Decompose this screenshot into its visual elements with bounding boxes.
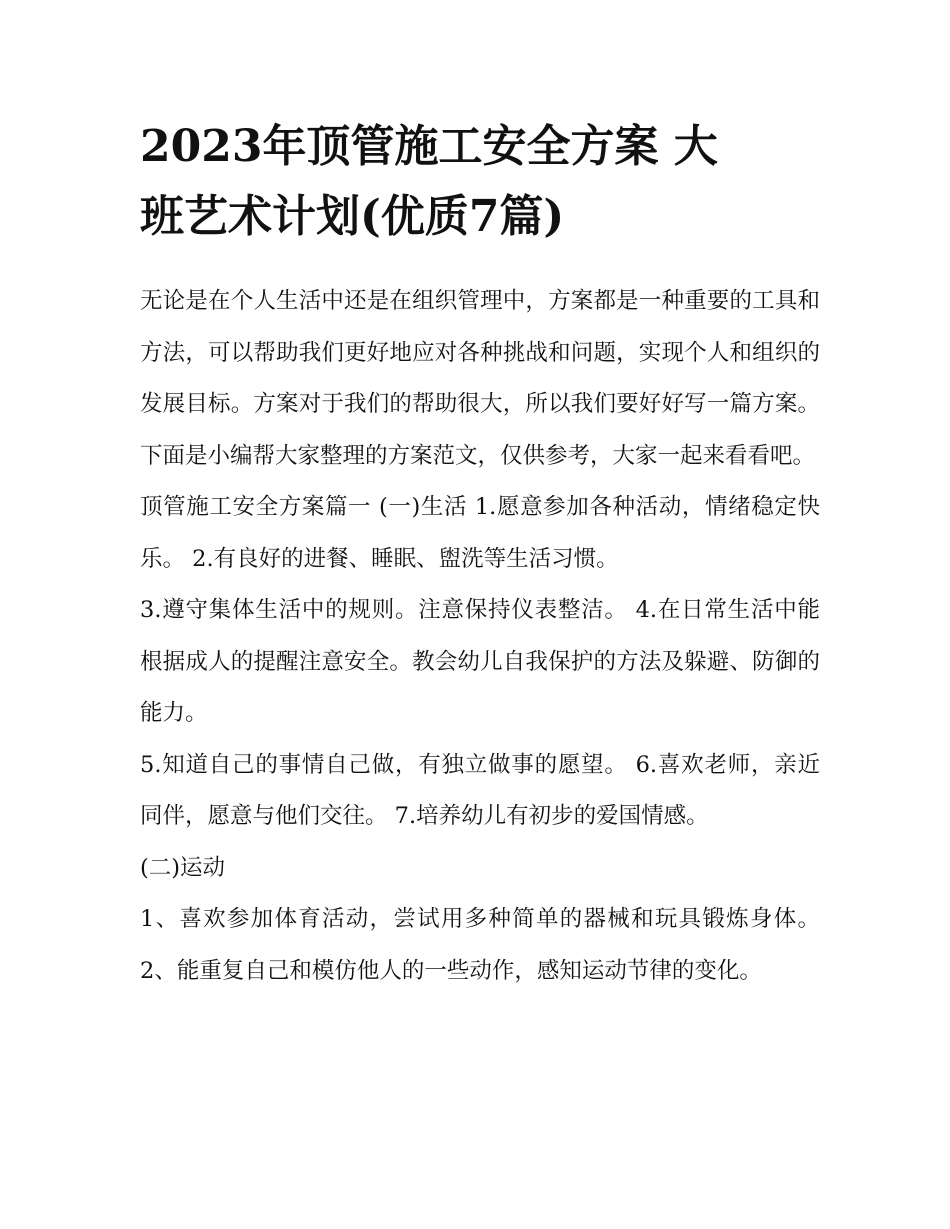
body-paragraph: 1、喜欢参加体育活动，尝试用多种简单的器械和玩具锻炼身体。 2、能重复自己和模仿他人的一些动作，感知运动节律的变化。 [140, 906, 820, 984]
intro-paragraph: 无论是在个人生活中还是在组织管理中，方案都是一种重要的工具和方法，可以帮助我们更好地应对各种挑战和问题，实现个人和组织的发展目标。方案对于我们的帮助很大，所以我们要好好写一篇方案。下面是小编帮大家整理的方案范文，仅供参考，大家一起来看看吧。 [140, 288, 820, 469]
document-body [140, 276, 820, 997]
body-paragraph: 顶管施工安全方案篇一 (一)生活 1.愿意参加各种活动，情绪稳定快乐。 2.有良好的进餐、睡眠、盥洗等生活习惯。 [140, 494, 820, 572]
document-title [140, 112, 820, 252]
body-paragraph: 3.遵守集体生活中的规则。注意保持仪表整洁。 4.在日常生活中能根据成人的提醒注意安全。教会幼儿自我保护的方法及躲避、防御的能力。 [140, 597, 820, 726]
body-paragraph: 5.知道自己的事情自己做，有独立做事的愿望。 6.喜欢老师，亲近同伴，愿意与他们交往。 7.培养幼儿有初步的爱国情感。 [140, 751, 820, 829]
title-line-1: 2023年顶管施工安全方案 大 [140, 121, 718, 172]
title-line-2: 班艺术计划(优质7篇) [140, 191, 565, 242]
document-page [140, 112, 820, 997]
section-heading: (二)运动 [140, 854, 226, 881]
